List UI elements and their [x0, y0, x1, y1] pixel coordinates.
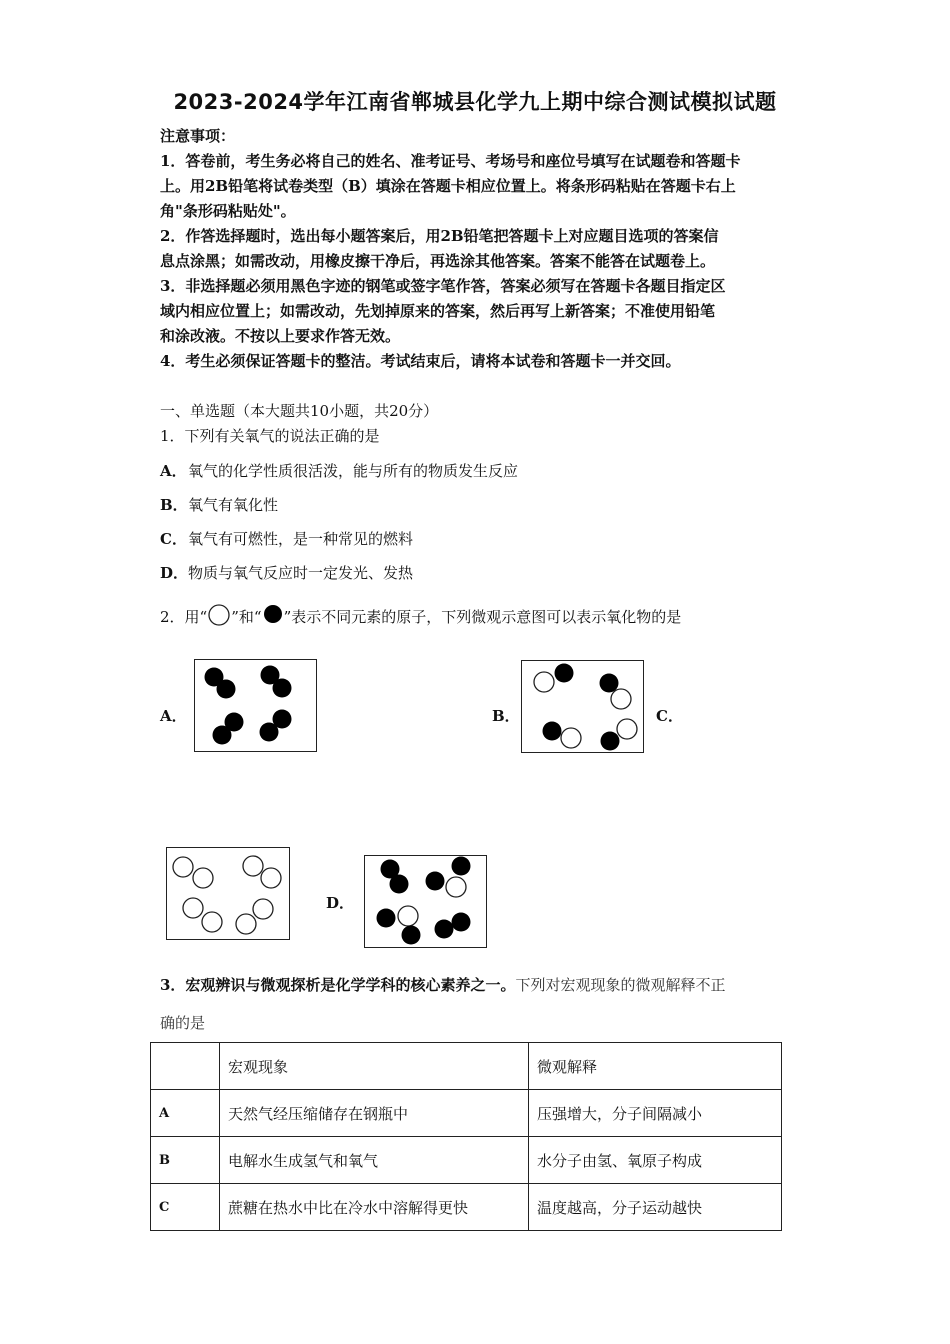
- option-label: D．: [160, 564, 189, 582]
- option-text: 氧气有可燃性，是一种常见的燃料: [188, 530, 414, 548]
- q2-stem-part: ”表示不同元素的原子，下列微观示意图可以表示氧化物的是: [283, 608, 682, 626]
- table-cell: 温度越高，分子运动越快: [529, 1184, 782, 1231]
- notice-line: 2．作答选择题时，选出每小题答案后，用2B铅笔把答题卡上对应题目选项的答案信: [160, 227, 719, 245]
- q3-stem-line2: 确的是: [160, 1014, 206, 1032]
- q2-label-c: C．: [656, 707, 683, 725]
- q2-label-b: B．: [492, 707, 520, 725]
- q3-table: [150, 1042, 782, 1231]
- option-label: B．: [160, 496, 188, 514]
- q2-label-a: A．: [160, 707, 187, 725]
- molecules-c-icon: [167, 848, 289, 939]
- option-text: 氧气的化学性质很活泼，能与所有的物质发生反应: [188, 462, 519, 480]
- option-label: C．: [160, 530, 187, 548]
- q1-option-c: [160, 528, 413, 549]
- table-cell: B: [151, 1137, 220, 1184]
- molecules-b-icon: [522, 661, 643, 752]
- section-heading: 一、单选题（本大题共10小题，共20分）: [160, 402, 439, 420]
- page-title: 2023-2024学年江南省郸城县化学九上期中综合测试模拟试题: [173, 90, 777, 114]
- notice-line: 域内相应位置上；如需改动，先划掉原来的答案，然后再写上新答案；不准使用铅笔: [160, 302, 716, 320]
- table-cell: A: [151, 1090, 220, 1137]
- molecules-d-icon: [365, 856, 486, 947]
- q3-stem-bold: 3．宏观辨识与微观探析是化学学科的核心素养之一。: [160, 976, 516, 994]
- table-cell: 天然气经压缩储存在钢瓶中: [220, 1090, 529, 1137]
- table-cell: 蔗糖在热水中比在冷水中溶解得更快: [220, 1184, 529, 1231]
- notice-line: 1．答卷前，考生务必将自己的姓名、准考证号、考场号和座位号填写在试题卷和答题卡: [160, 152, 741, 170]
- notice-line: 3．非选择题必须用黑色字迹的钢笔或签字笔作答，答案必须写在答题卡各题目指定区: [160, 277, 726, 295]
- table-header-cell: 微观解释: [529, 1043, 782, 1090]
- molecules-a-icon: [195, 660, 316, 751]
- table-header-cell: [151, 1043, 220, 1090]
- table-cell: 水分子由氢、氧原子构成: [529, 1137, 782, 1184]
- diagram-d: [364, 855, 487, 948]
- table-header-row: [151, 1043, 782, 1090]
- table-row: [151, 1184, 782, 1231]
- option-text: 氧气有氧化性: [188, 496, 279, 514]
- table-row: [151, 1090, 782, 1137]
- white-atom-icon: [207, 604, 231, 636]
- notice-line: 4．考生必须保证答题卡的整洁。考试结束后，请将本试卷和答题卡一并交回。: [160, 352, 681, 370]
- option-text: 物质与氧气反应时一定发光、发热: [188, 564, 414, 582]
- option-label: A．: [160, 462, 187, 480]
- q1-option-a: [160, 460, 518, 481]
- notice-line: 上。用2B铅笔将试卷类型（B）填涂在答题卡相应位置上。将条形码粘贴在答题卡右上: [160, 177, 736, 195]
- diagram-c: [166, 847, 290, 940]
- q2-label-d: D．: [326, 894, 355, 912]
- notice-line: 和涂改液。不按以上要求作答无效。: [160, 327, 401, 345]
- table-header-cell: 宏观现象: [220, 1043, 529, 1090]
- table-cell: 电解水生成氢气和氧气: [220, 1137, 529, 1184]
- table-row: [151, 1137, 782, 1184]
- q1-option-d: [160, 562, 413, 583]
- q1-option-b: [160, 494, 278, 515]
- notice-line: 角"条形码粘贴处"。: [160, 202, 296, 220]
- q3-stem: [160, 973, 725, 998]
- black-atom-icon: [262, 604, 284, 636]
- notice-line: 息点涂黑；如需改动，用橡皮擦干净后，再选涂其他答案。答案不能答在试题卷上。: [160, 252, 716, 270]
- q3-stem-rest: 下列对宏观现象的微观解释不正: [515, 976, 726, 994]
- q2-stem: [160, 604, 681, 636]
- diagram-b: [521, 660, 644, 753]
- table-cell: C: [151, 1184, 220, 1231]
- diagram-a: [194, 659, 317, 752]
- table-cell: 压强增大，分子间隔减小: [529, 1090, 782, 1137]
- q2-stem-part: ”和“: [231, 608, 262, 626]
- notice-heading: 注意事项：: [160, 127, 236, 145]
- q2-stem-part: 2．用“: [160, 608, 208, 626]
- q1-stem: 1．下列有关氧气的说法正确的是: [160, 427, 380, 445]
